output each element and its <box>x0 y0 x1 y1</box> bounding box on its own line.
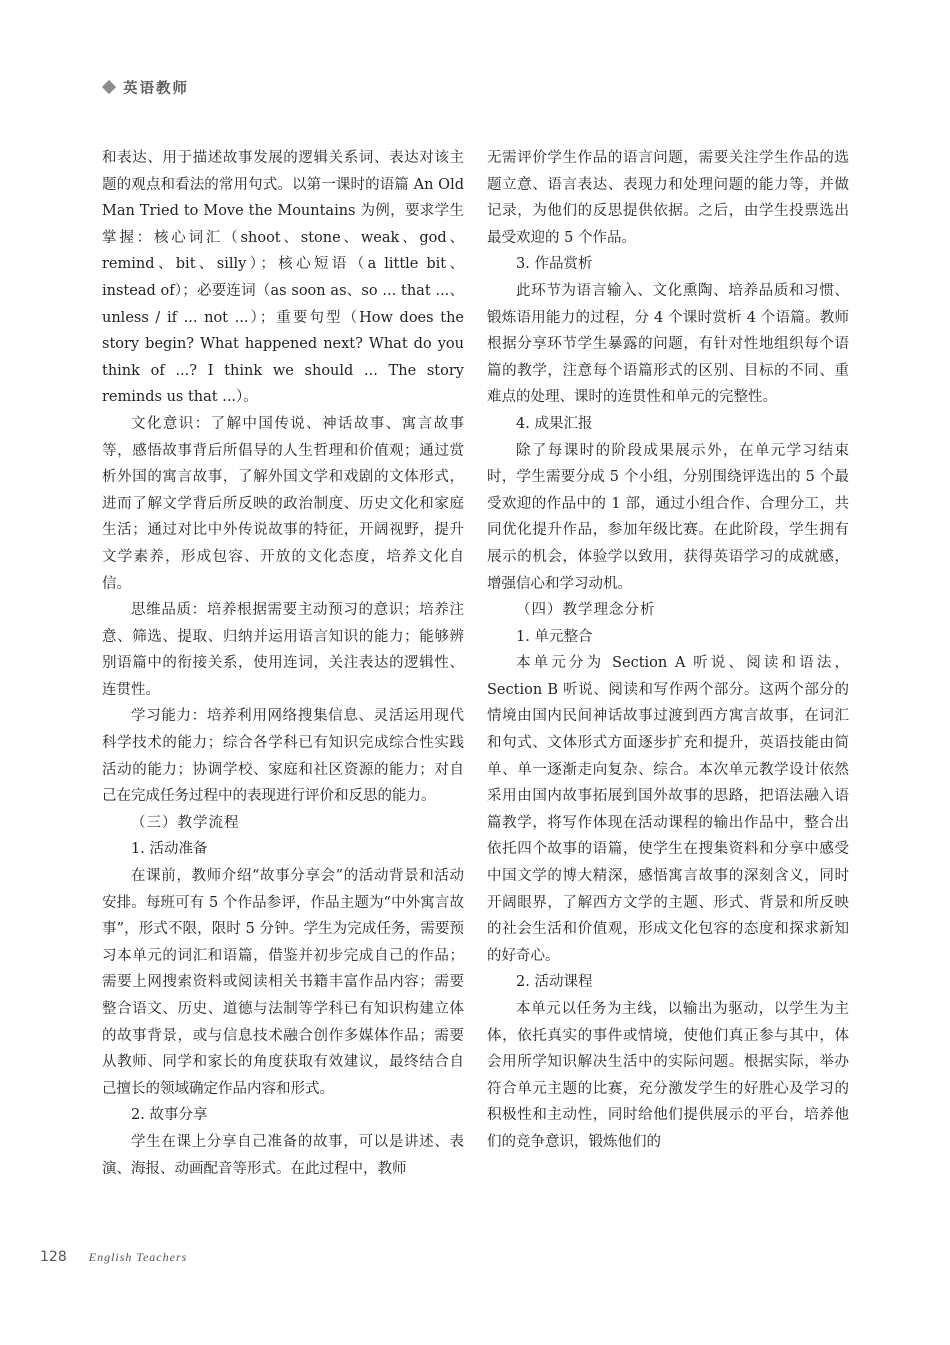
running-header <box>102 76 189 98</box>
section-heading-teaching-process: （三）教学流程 <box>131 814 240 831</box>
subheading-work-appreciation: 3. 作品赏析 <box>516 256 593 273</box>
paragraph-continuation: 和表达、用于描述故事发展的逻辑关系词、表达对该主题的观点和看法的常用句式。以第一课时的语篇 An Old Man Tried to Move the Mountains 为例，要求学生掌握：核心词汇（shoot、stone、weak、god、remind、bit、silly）；核心短语（a little bit、instead of）；必要连词（as soon as、so ... that ...、unless / if ... not ...）；重要句型（How does the story begin? What happened next? What do you think of ...? I think we should ... The story reminds us that ...）。 <box>102 150 464 406</box>
paragraph-story-sharing: 学生在课上分享自己准备的故事，可以是讲述、表演、海报、动画配音等形式。在此过程中，教师 <box>102 1133 464 1177</box>
left-column <box>102 145 464 1182</box>
section-heading-teaching-philosophy: （四）教学理念分析 <box>516 602 656 619</box>
journal-title: 英语教师 <box>123 80 189 97</box>
paragraph-learning-ability: 学习能力：培养利用网络搜集信息、灵活运用现代科学技术的能力；综合各学科已有知识完成综合性实践活动的能力；协调学校、家庭和社区资源的能力；对自己在完成任务过程中的表现进行评价和反思的能力。 <box>102 708 464 805</box>
paragraph-activity-curriculum: 本单元以任务为主线，以输出为驱动，以学生为主体，依托真实的事件或情境，使他们真正参与其中，体会用所学知识解决生活中的实际问题。根据实际，举办符合单元主题的比赛，充分激发学生的好胜心及学习的积极性和主动性，同时给他们提供展示的平台，培养他们的竞争意识，锻炼他们的 <box>487 1001 849 1150</box>
paragraph-work-appreciation: 此环节为语言输入、文化熏陶、培养品质和习惯、锻炼语用能力的过程，分 4 个课时赏析 4 个语篇。教师根据分享环节学生暴露的问题，有针对性地组织每个语篇的教学，注意每个语篇形式的区别、目标的不同、重难点的处理、课时的连贯性和单元的完整性。 <box>487 282 849 406</box>
footer-journal-name: English Teachers <box>88 1250 188 1264</box>
paragraph-cultural-awareness: 文化意识：了解中国传说、神话故事、寓言故事等，感悟故事背后所倡导的人生哲理和价值观；通过赏析外国的寓言故事，了解外国文学和戏剧的文体形式，进而了解文学背后所反映的政治制度、历史文化和家庭生活；通过对比中外传说故事的特征，开阔视野，提升文学素养，形成包容、开放的文化态度，培养文化自信。 <box>102 415 464 592</box>
right-column <box>487 145 849 1156</box>
page-footer <box>40 1249 187 1265</box>
subheading-story-sharing: 2. 故事分享 <box>131 1107 208 1124</box>
subheading-activity-curriculum: 2. 活动课程 <box>516 974 593 991</box>
paragraph-activity-preparation: 在课前，教师介绍“故事分享会”的活动背景和活动安排。每班可有 5 个作品参评，作品主题为“中外寓言故事”，形式不限，限时 5 分钟。学生为完成任务，需要预习本单元的词汇和语篇，借鉴并初步完成自己的作品；需要上网搜索资料或阅读相关书籍丰富作品内容；需要整合语文、历史、道德与法制等学科已有知识构建立体的故事背景，或与信息技术融合创作多媒体作品；需要从教师、同学和家长的角度获取有效建议，最终结合自己擅长的领域确定作品内容和形式。 <box>102 868 464 1097</box>
subheading-activity-preparation: 1. 活动准备 <box>131 841 208 858</box>
paragraph-results-report: 除了每课时的阶段成果展示外，在单元学习结束时，学生需要分成 5 个小组，分别围绕评选出的 5 个最受欢迎的作品中的 1 部，通过小组合作、合理分工，共同优化提升作品，参加年级比赛。在此阶段，学生拥有展示的机会，体验学以致用，获得英语学习的成就感，增强信心和学习动机。 <box>487 442 849 592</box>
diamond-bullet-icon <box>102 80 116 94</box>
paragraph-unit-integration: 本单元分为 Section A 听说、阅读和语法，Section B 听说、阅读和写作两个部分。这两个部分的情境由国内民间神话故事过渡到西方寓言故事，在词汇和句式、文体形式方面逐步扩充和提升，英语技能由简单、单一逐渐走向复杂、综合。本次单元教学设计依然采用由国内故事拓展到国外故事的思路，把语法融入语篇教学，将写作体现在活动课程的输出作品中，整合出依托四个故事的语篇，使学生在搜集资料和分享中感受中国文学的博大精深，感悟寓言故事的深刻含义，同时开阔眼界，了解西方文学的主题、形式、背景和所反映的社会生活和价值观，形成文化包容的态度和探求新知的好奇心。 <box>487 655 849 964</box>
paragraph-continuation: 无需评价学生作品的语言问题，需要关注学生作品的选题立意、语言表达、表现力和处理问题的能力等，并做记录，为他们的反思提供依据。之后，由学生投票选出最受欢迎的 5 个作品。 <box>487 150 849 246</box>
subheading-results-report: 4. 成果汇报 <box>516 415 593 432</box>
page-number: 128 <box>40 1249 67 1265</box>
paragraph-thinking-quality: 思维品质：培养根据需要主动预习的意识；培养注意、筛选、提取、归纳并运用语言知识的能力；能够辨别语篇中的衔接关系，使用连词，关注表达的逻辑性、连贯性。 <box>102 602 464 698</box>
subheading-unit-integration: 1. 单元整合 <box>516 628 593 645</box>
